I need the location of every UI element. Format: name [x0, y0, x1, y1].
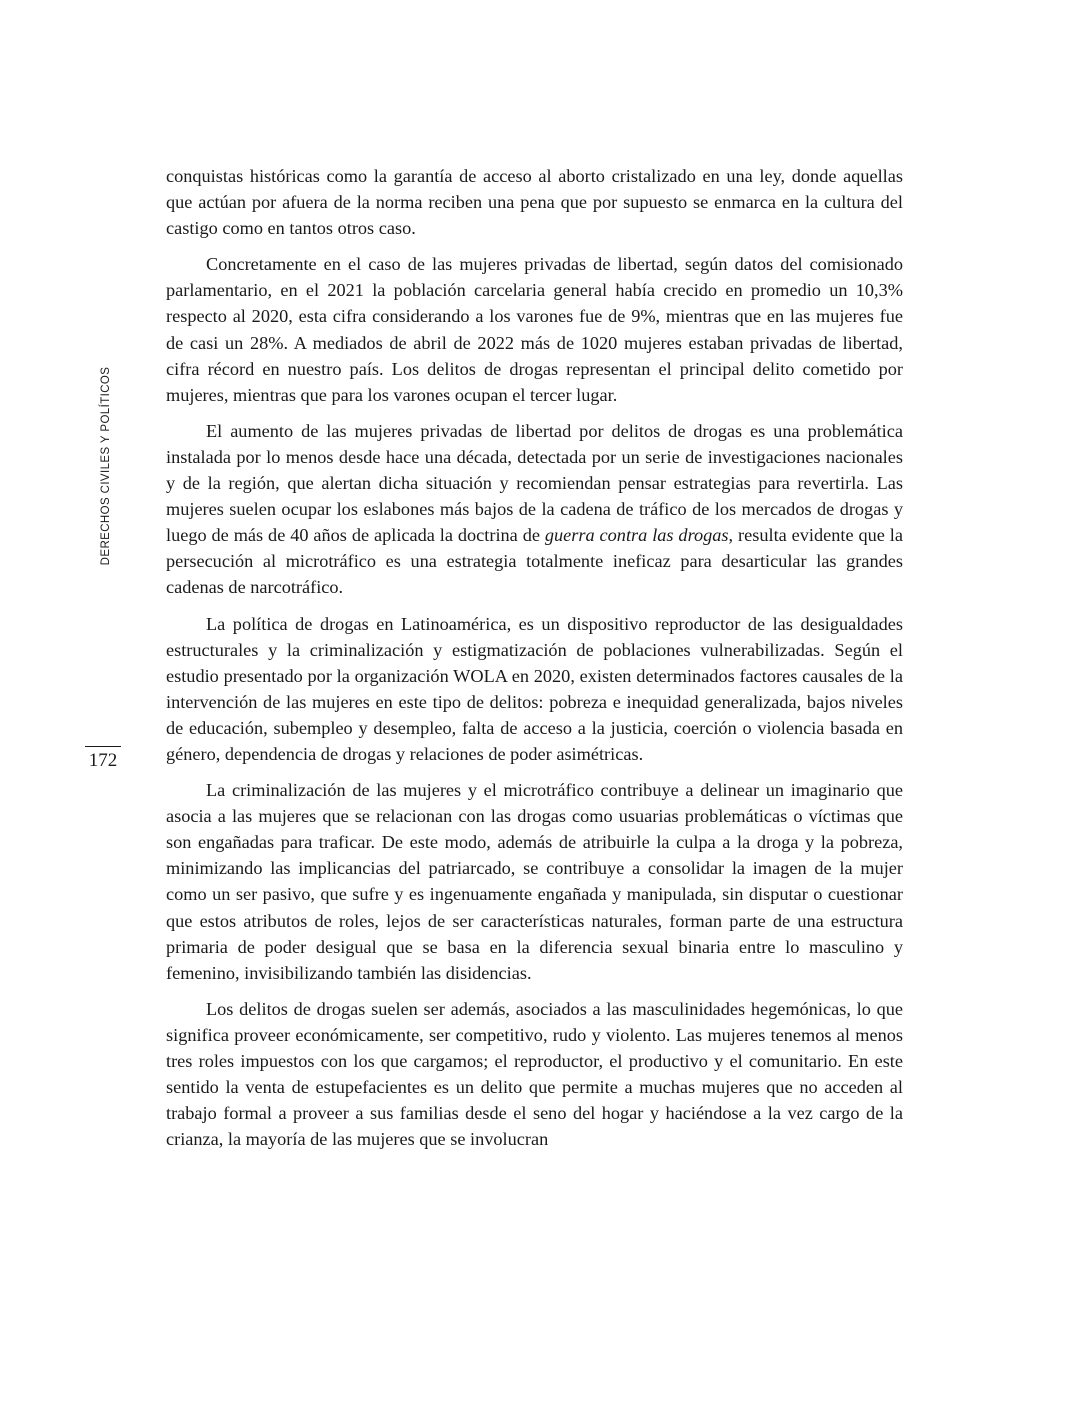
- paragraph-6: Los delitos de drogas suelen ser además, asociados a las masculinidades hegemónicas, lo que significa proveer económicamente, ser competitivo, rudo y violento. Las mujeres tenemos al menos tres roles impuestos con los que cargamos; el reproductor, el productivo y el comunitario. En este sentido la venta de estupefacientes es un delito que permite a muchas mujeres que no acceden al trabajo formal a proveer a sus familias desde el seno del hogar y haciéndose a la vez cargo de la crianza, la mayoría de las mujeres que se involucran: [166, 998, 903, 1150]
- paragraph-3-italic-phrase: guerra contra las drogas: [544, 525, 729, 546]
- paragraph-3-text-after: , resulta evidente que la persecución al microtráfico es una estrategia totalmente ineficaz para desarticular las grandes cadenas de narcotráfico.: [166, 525, 903, 598]
- paragraph-1: conquistas históricas como la garantía de acceso al aborto cristalizado en una ley, donde aquellas que actúan por afuera de la norma reciben una pena que por supuesto se enmarca en la cultura del castigo como en tantos otros caso.: [166, 166, 903, 239]
- paragraph-4: La política de drogas en Latinoamérica, es un dispositivo reproductor de las desigualdades estructurales y la criminalización y estigmatización de poblaciones vulnerabilizadas. Según el estudio presentado por la organización WOLA en 2020, existen determinados factores causales de la intervención de las mujeres en este tipo de delitos: pobreza e inequidad generalizada, bajos niveles de educación, subempleo y desempleo, falta de acceso a la justicia, coerción o violencia basada en género, dependencia de drogas y relaciones de poder asimétricas.: [166, 613, 903, 764]
- page-number: 172: [88, 750, 118, 771]
- paragraph-3: [166, 418, 903, 601]
- running-header: DERECHOS CIVILES Y POLÍTICOS: [100, 366, 112, 566]
- body-text: [166, 163, 903, 1162]
- paragraph-2: Concretamente en el caso de las mujeres privadas de libertad, según datos del comisionado parlamentario, en el 2021 la población carcelaria general había crecido en promedio un 10,3% respecto al 2020, esta cifra considerando a los varones fue de 9%, mientras que en las mujeres fue de casi un 28%. A mediados de abril de 2022 más de 1020 mujeres estaban privadas de libertad, cifra récord en nuestro país. Los delitos de drogas representan el principal delito cometido por mujeres, mientras que para los varones ocupan el tercer lugar.: [166, 254, 903, 405]
- page-number-rule: [85, 746, 121, 747]
- paragraph-3-text-before: El aumento de las mujeres privadas de libertad por delitos de drogas es una problemática instalada por lo menos desde hace una década, detectada por un serie de investigaciones nacionales y de la región, que alertan dicha situación y recomiendan pensar estrategias para revertirla. Las mujeres suelen ocupar los eslabones más bajos de la cadena de tráfico de los mercados de drogas y luego de más de 40 años de aplicada la doctrina de: [166, 420, 903, 546]
- paragraph-5: La criminalización de las mujeres y el microtráfico contribuye a delinear un imaginario que asocia a las mujeres que se relacionan con las drogas como usuarias problemáticas o víctimas que son engañadas para traficar. De este modo, además de atribuirle la culpa a la droga y la pobreza, minimizando las implicancias del patriarcado, se contribuye a consolidar la imagen de la mujer como un ser pasivo, que sufre y es ingenuamente engañada y manipulada, sin disputar o cuestionar que estos atributos de roles, lejos de ser características naturales, forman parte de una estructura primaria de poder desigual que se basa en la diferencia sexual binaria entre lo masculino y femenino, invisibilizando también las disidencias.: [166, 780, 903, 983]
